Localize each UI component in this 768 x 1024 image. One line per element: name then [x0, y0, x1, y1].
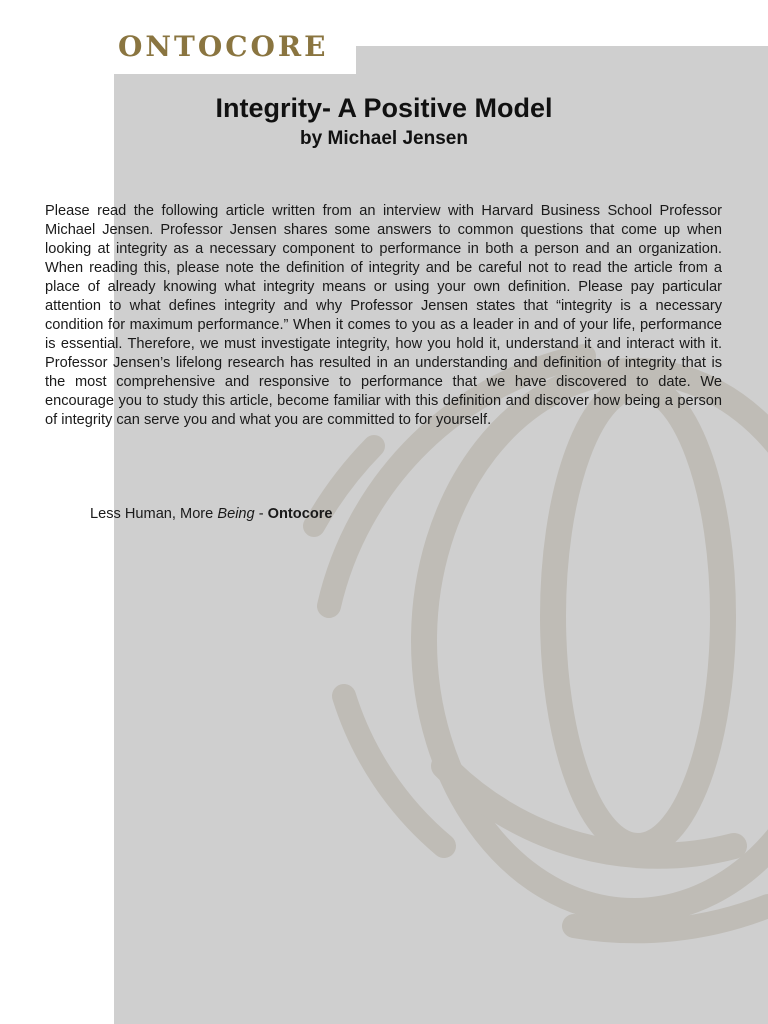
page-title: Integrity- A Positive Model	[215, 93, 553, 123]
tagline-text: Less Human, More	[90, 506, 218, 522]
tagline-italic: Being	[217, 506, 255, 522]
tagline-separator: -	[254, 506, 268, 522]
tagline-brand: Ontocore	[267, 506, 333, 522]
article-intro-paragraph: Please read the following article written from an interview with Harvard Business School Professor Michael Jensen. Professor Jensen shares some answers to common questions that come up when looking at integrity as a necessary component to performance in both a person and an organization. When reading this, please note the definition of integrity and be careful not to read the article from a place of already knowing what integrity means or using your own definition. Please pay particular attention to what defines integrity and why Professor Jensen states that “integrity is a necessary condition for maximum performance.” When it comes to you as a leader in and of your life, performance is essential. Therefore, we must investigate integrity, how you hold it, understand it and interact with it. Professor Jensen’s lifelong research has resulted in an understanding and definition of integrity that is the most comprehensive and responsive to performance that we have discovered to date. We encourage you to study this article, become familiar with this definition and discover how being a person of integrity can serve you and what you are committed to for yourself.	[45, 203, 722, 428]
ontocore-globe-watermark-icon	[114, 46, 768, 1024]
page-subtitle: by Michael Jensen	[300, 128, 468, 149]
ontocore-logo: ONTOCORE	[118, 30, 329, 63]
background-panel	[114, 46, 768, 1024]
tagline	[90, 506, 333, 522]
